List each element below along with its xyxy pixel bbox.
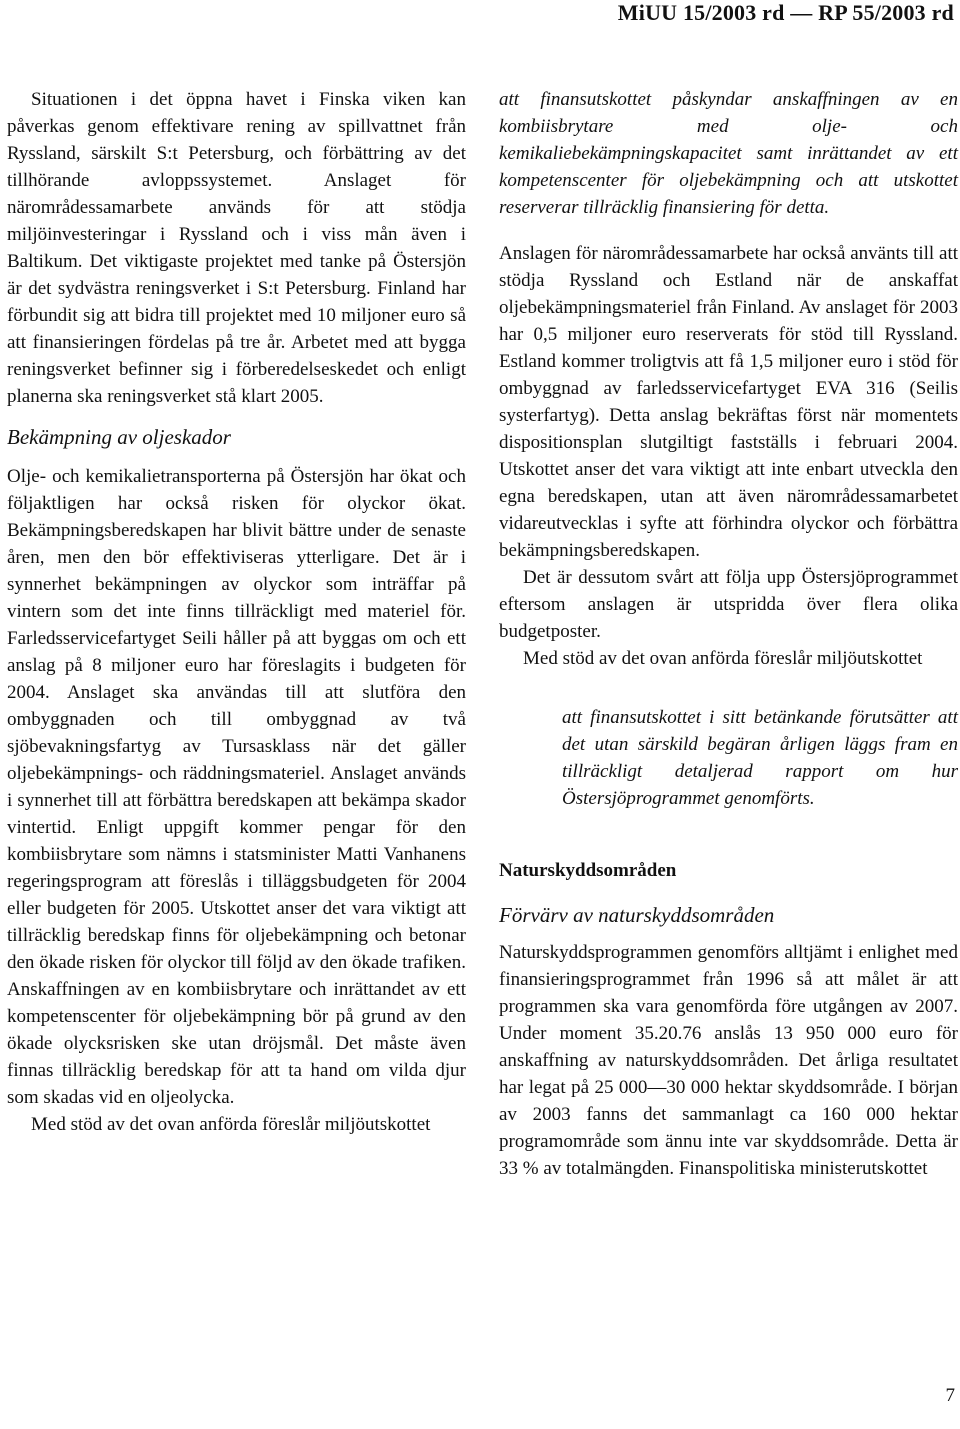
right-italic-statement: att finansutskottet i sitt betänkande förutsätter att det utan särskild begäran årligen läggs fram en tillräckligt detaljerad rapport om hur Östersjöprogrammet genomförts. (562, 707, 958, 809)
right-paragraph-3: Med stöd av det ovan anförda föreslår miljöutskottet (523, 648, 923, 669)
subheading-forvarv: Förvärv av naturskyddsområden (499, 903, 775, 927)
section-heading-naturskydd: Naturskyddsområden (499, 860, 677, 881)
left-paragraph-2: Olje- och kemikalietransporterna på Östersjön har ökat och följaktligen har också risken för olyckor ökat. Bekämpningsberedskapen har blivit bättre under de senaste åren, men den bör effektiviseras ytterligare. Det är i synnerhet bekämpningen av olyckor som inträffar på vintern som det inte finns tillräckligt med materiel för. Farledsservicefartyget Seili håller på att byggas om och ett anslag på 8 miljoner euro har föreslagits i budgeten för 2004. Anslaget ska användas till att slutföra den ombyggnaden och till ombyggnad av två sjöbevakningsfartyg av Tursasklass när det gäller oljebekämpnings- och räddningsmateriel. Anslaget används i synnerhet till att förbättra beredskapen att bekämpa skador vintertid. Enligt uppgift kommer pengar för den kombiisbrytare som nämns i statsminister Matti Vanhanens regeringsprogram att föreslås i tilläggsbudgeten för 2004 eller budgeten för 2005. Utskottet anser det vara viktigt att tillräcklig beredskap finns för oljebekämpning och betonar den ökade risken för olyckor till följd av den ökade trafiken. Anskaffningen av en kombiisbrytare och inrättandet av ett kompetenscenter för oljebekämpning bör på grund av den ökade olycksrisken ske utan dröjsmål. Det måste även finnas tillräcklig beredskap för att ta hand om vilda djur som skadas vid en oljeolycka. (7, 466, 466, 1108)
right-column (499, 86, 958, 1182)
left-paragraph-1: Situationen i det öppna havet i Finska viken kan påverkas genom effektivare rening av spillvattnet från Ryssland, särskilt S:t Petersburg, och förbättring av det tillhörande avloppssystemet. Anslaget för närområdessamarbete används för att stödja miljöinvesteringar i Ryssland och i viss mån även i Baltikum. Det viktigaste projektet med tanke på Östersjön är det sydvästra reningsverket i S:t Petersburg. Finland har förbundit sig att bidra till projektet med 10 miljoner euro så att finansieringen fördelas på tre år. Arbetet med att bygga reningsverket befinner sig i förberedelseskedet och enligt planerna ska reningsverket stå klart 2005. (7, 89, 466, 407)
right-paragraph-1: Anslagen för närområdessamarbete har också använts till att stödja Ryssland och Estland när de anskaffat oljebekämpningsmateriel från Finland. Av anslaget för 2003 har 0,5 miljoner euro reserverats för stöd till Ryssland. Estland kommer troligtvis att få 1,5 miljoner euro i stöd för ombyggnad av farledsservicefartyget EVA 316 (Seilis systerfartyg). Detta anslag bekräftas först när momentets dispositionsplan slutgiltigt fastställs i februari 2004. Utskottet anser det vara viktigt att inte enbart utveckla den egna beredskapen, utan att även närområdessamarbetet vidareutvecklas i syfte att förhindra olyckor och förbättra bekämpningsberedskapen. (499, 243, 958, 561)
left-section-heading: Bekämpning av oljeskador (7, 425, 231, 449)
right-paragraph-4: Naturskyddsprogrammen genomförs alltjämt i enlighet med finansieringsprogrammet från 1996 så att målet är att programmen ska vara genomförda före utgången av 2007. Under moment 35.20.76 anslås 13 950 000 euro för anskaffning av naturskyddsområden. Det årliga resultatet har legat på 25 000—30 000 hektar skyddsområde. I början av 2003 fanns det sammanlagt ca 160 000 hektar programområde som ännu inte var skyddsområde. Detta är 33 % av totalmängden. Finanspolitiska ministerutskottet (499, 942, 958, 1179)
left-paragraph-3: Med stöd av det ovan anförda föreslår miljöutskottet (31, 1114, 431, 1135)
running-header: MiUU 15/2003 rd — RP 55/2003 rd (617, 0, 954, 25)
right-italic-proposal: att finansutskottet påskyndar anskaffningen av en kombiisbrytare med olje- och kemikaliebekämpningskapacitet samt inrättandet av ett kompetenscenter för oljebekämpning och att utskottet reserverar tillräcklig finansiering för detta. (499, 89, 958, 218)
left-column (7, 86, 466, 1138)
right-paragraph-2: Det är dessutom svårt att följa upp Östersjöprogrammet eftersom anslagen är utspridda över flera olika budgetposter. (499, 567, 958, 642)
page-number: 7 (945, 1385, 955, 1406)
